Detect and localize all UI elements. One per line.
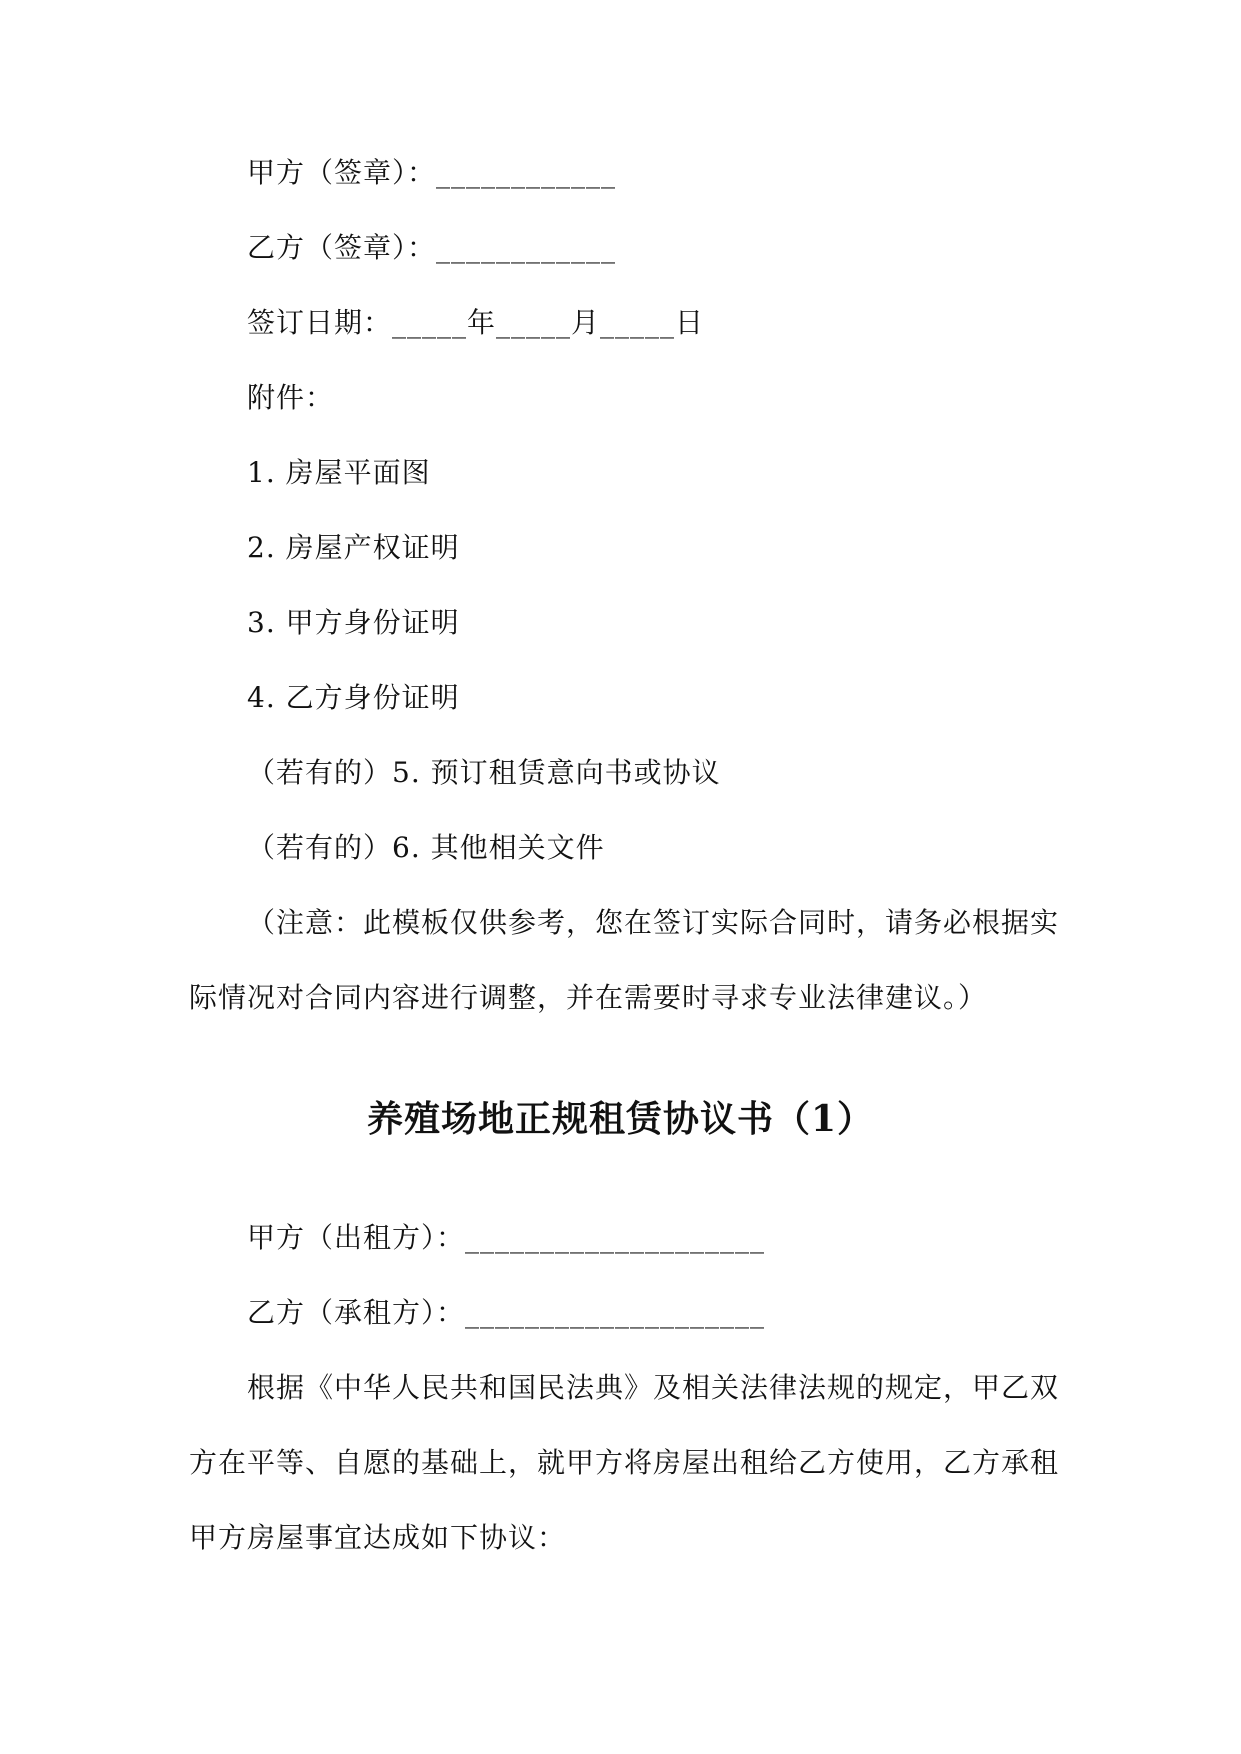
note-line-2: 际情况对合同内容进行调整，并在需要时寻求专业法律建议。） bbox=[189, 981, 988, 1014]
agreement-title: 养殖场地正规租赁协议书（1） bbox=[366, 1098, 875, 1140]
party-a-signature-line: 甲方（签章）：____________ bbox=[247, 156, 617, 189]
preamble-line-1: 根据《中华人民共和国民法典》及相关法律法规的规定，甲乙双 bbox=[247, 1371, 1060, 1404]
attachment-item: 3. 甲方身份证明 bbox=[247, 606, 460, 639]
attachment-item: （若有的）6. 其他相关文件 bbox=[247, 831, 605, 864]
lessor-line: 甲方（出租方）：____________________ bbox=[247, 1221, 766, 1254]
attachment-item: （若有的）5. 预订租赁意向书或协议 bbox=[247, 756, 721, 789]
lessee-line: 乙方（承租方）：____________________ bbox=[247, 1296, 766, 1329]
preamble-line-3: 甲方房屋事宜达成如下协议： bbox=[189, 1521, 567, 1554]
attachments-heading: 附件： bbox=[247, 381, 335, 414]
attachment-item: 2. 房屋产权证明 bbox=[247, 531, 460, 564]
attachment-item: 1. 房屋平面图 bbox=[247, 456, 431, 489]
note-line-1: （注意：此模板仅供参考，您在签订实际合同时，请务必根据实 bbox=[247, 906, 1060, 939]
signing-date-line: 签订日期：_____年_____月_____日 bbox=[247, 306, 705, 339]
attachment-item: 4. 乙方身份证明 bbox=[247, 681, 460, 714]
preamble-line-2: 方在平等、自愿的基础上，就甲方将房屋出租给乙方使用，乙方承租 bbox=[189, 1446, 1060, 1479]
party-b-signature-line: 乙方（签章）：____________ bbox=[247, 231, 617, 264]
